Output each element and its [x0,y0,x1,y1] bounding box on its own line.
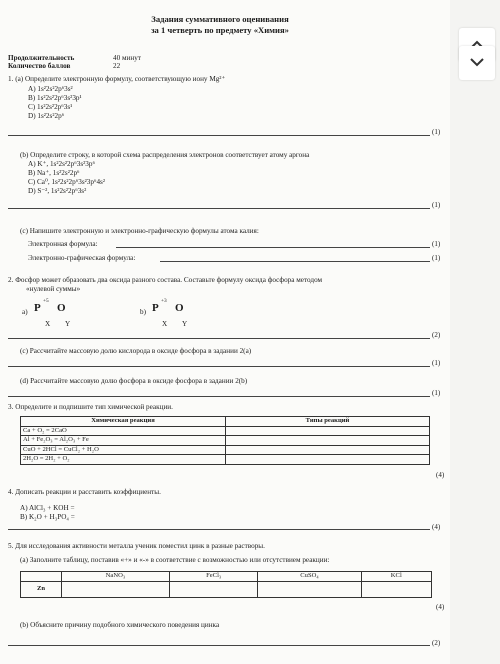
q1a-option-a: A) 1s²2s²2p⁶3s² [28,85,73,93]
reaction-cell: Ca + O₂ = 2CaO [21,426,226,436]
answer-line[interactable] [8,529,430,530]
q4-mark: (4) [432,523,441,531]
answer-line[interactable] [8,366,430,367]
q2a-index-x: X [45,320,51,328]
reaction-cell: CuO + 2HCl = CuCl₂ + H₂O [21,445,226,455]
q2b-phosphorus: P [152,302,159,314]
reaction-cell: Al + Fe₂O₃ = Al₂O₃ + Fe [21,436,226,446]
q2-text-line1: 2. Фосфор может образовать два оксида разного состава. Составьте формулу оксида фосфора методом [8,276,323,284]
q1a-mark: (1) [432,128,441,136]
title-line-1: Задания суммативного оценивания [151,14,289,24]
q2b-index-y: Y [182,320,188,328]
answer-line[interactable] [8,645,430,646]
q5b-mark: (2) [432,639,441,647]
q4-reaction-a: A) AlCl₃ + KOH = [20,504,75,512]
points-value: 22 [113,62,121,70]
q5a-mark: (4) [436,603,445,611]
q2a-oxygen: O [57,302,66,314]
q2a-prefix: a) [22,308,28,316]
reaction-type-cell[interactable] [226,445,430,455]
q1c-text: (c) Напишите электронную и электронно-графическую формулы атома калия: [20,227,259,235]
reaction-cell[interactable] [169,581,258,597]
q2c-text: (c) Рассчитайте массовую долю кислорода в оксиде фосфора в задании 2(a) [20,347,252,355]
q2d-mark: (1) [432,389,441,397]
q5a-text: (a) Заполните таблицу, поставив «+» и «-» в соответствие с возможностью или отсутствием реакции: [20,556,330,564]
reaction-cell[interactable] [361,581,431,597]
reaction-type-cell[interactable] [226,426,430,436]
duration-value: 40 минут [113,54,141,62]
q1b-option-a: A) K⁺, 1s²2s²2p⁶3s²3p⁶ [28,160,95,168]
table-row [21,426,430,436]
q3-text: 3. Определите и подпишите тип химической реакции. [8,403,173,411]
table-header-kcl: KCl [361,572,431,582]
answer-line[interactable] [160,261,430,262]
q5b-text: (b) Объясните причину подобного химического поведения цинка [20,621,220,629]
q2b-oxidation-state: +3 [161,298,167,304]
table-header-nano3: NaNO₃ [62,572,170,582]
q4-reaction-b: B) K₂O + H₃PO₄ = [20,513,75,521]
title-line-2: за 1 четверть по предмету «Химия» [151,25,289,35]
chevron-down-icon [470,54,484,72]
q1c-line1-label: Электронная формула: [28,240,98,248]
q1c-mark-1: (1) [432,240,441,248]
table-row [21,455,430,465]
q2b-oxygen: O [175,302,184,314]
table-corner-cell [21,572,62,582]
reaction-cell: 2H₂O = 2H₂ + O₂ [21,455,226,465]
q1b-option-d: D) S⁻², 1s²2s²2p⁶3s² [28,187,87,195]
zinc-reactions-table [20,571,432,598]
q2c-mark: (1) [432,359,441,367]
points-label: Количество баллов [8,62,71,70]
q4-text: 4. Дописать реакции и расставить коэффициенты. [8,488,161,496]
q3-mark: (4) [436,471,445,479]
q2a-oxidation-state: +5 [43,298,49,304]
q1c-mark-2: (1) [432,254,441,262]
q1b-text: (b) Определите строку, в которой схема распределения электронов соответствует атому аргона [20,151,310,159]
q1b-mark: (1) [432,201,441,209]
table-row [21,581,432,597]
q2-mark: (2) [432,331,441,339]
table-row [21,445,430,455]
table-header-fecl3: FeCl₃ [169,572,258,582]
q1a-option-b: B) 1s²2s²2p⁶3s²3p¹ [28,94,82,102]
q2-text-line2: «нулевой суммы» [26,285,81,293]
duration-label: Продолжительность [8,54,75,62]
q2a-phosphorus: P [34,302,41,314]
q1b-option-c: C) Ca⁰, 1s²2s²2p⁶3s²3p⁶4s² [28,178,106,186]
q1a-option-c: C) 1s²2s²2p⁶3s¹ [28,103,73,111]
table-header-type: Типы реакций [226,417,430,427]
answer-line[interactable] [116,247,430,248]
q2d-text: (d) Рассчитайте массовую долю фосфора в оксиде фосфора в задании 2(b) [20,377,248,385]
q2b-index-x: X [162,320,168,328]
reaction-cell[interactable] [62,581,170,597]
q1a-option-d: D) 1s²2s²2p⁶ [28,112,65,120]
reaction-cell[interactable] [258,581,361,597]
answer-line[interactable] [8,338,430,339]
answer-line[interactable] [8,208,430,209]
answer-line[interactable] [8,396,430,397]
scroll-down-button[interactable] [459,46,495,80]
answer-line[interactable] [8,135,430,136]
q1c-line2-label: Электронно-графическая формула: [28,254,136,262]
q1a-text: 1. (a) Определите электронную формулу, соответствующую иону Mg²⁺ [8,75,226,83]
table-header-cuso4: CuSO₄ [258,572,361,582]
row-label-zn: Zn [21,581,62,597]
reaction-type-cell[interactable] [226,455,430,465]
q1b-option-b: B) Na⁺, 1s²2s²2p⁶ [28,169,80,177]
reaction-type-cell[interactable] [226,436,430,446]
q2b-prefix: b) [140,308,146,316]
table-header-reaction: Химическая реакция [21,417,226,427]
q2a-index-y: Y [65,320,71,328]
q5-text: 5. Для исследования активности металла ученик поместил цинк в разные растворы. [8,542,265,550]
reaction-types-table [20,416,430,465]
table-row [21,436,430,446]
